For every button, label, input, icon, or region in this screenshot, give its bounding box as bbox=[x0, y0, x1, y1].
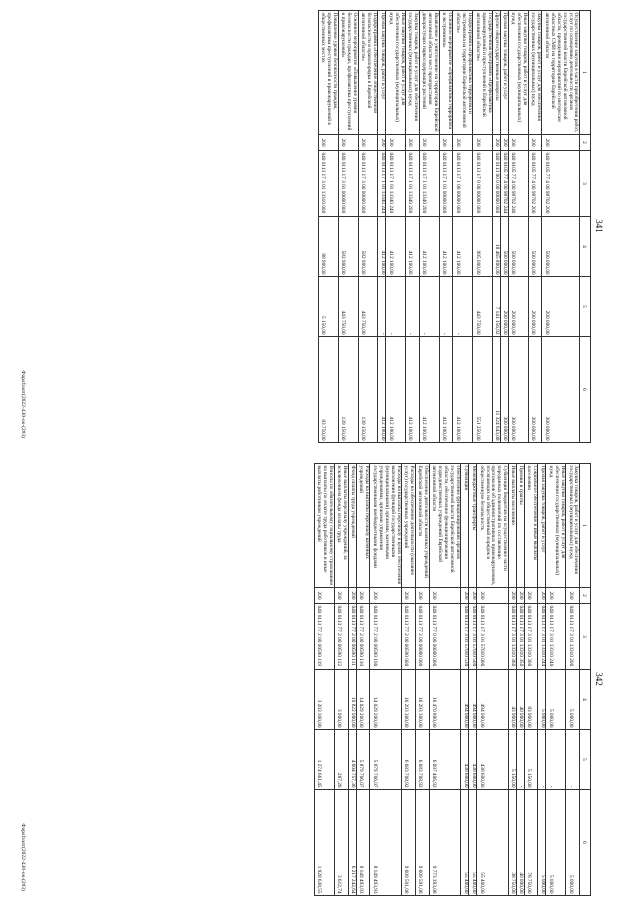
table-row bbox=[528, 11, 542, 443]
row-executed-cell: 5 879 706,07 bbox=[370, 730, 402, 790]
table-row bbox=[546, 464, 566, 896]
row-plan-cell: 14 029 200,00 bbox=[370, 670, 402, 730]
row-plan-cell: 3 203 300,00 bbox=[315, 670, 335, 730]
row-kbk-cell: 040 0113 17 3 00 00000 000 bbox=[358, 151, 378, 217]
table-row bbox=[356, 464, 370, 896]
row-executed-cell: 443 750,00 bbox=[358, 277, 378, 337]
row-executed-cell: - bbox=[386, 277, 406, 337]
row-remaining-cell: 412 100,00 bbox=[386, 337, 406, 443]
row-executed-cell: - bbox=[419, 277, 439, 337]
row-code-cell: 200 bbox=[386, 135, 406, 151]
row-kbk-cell: 040 0113 17 1 01 13340 240 bbox=[386, 151, 406, 217]
row-remaining-cell: 139 150,00 bbox=[338, 337, 358, 443]
row-kbk-cell: 040 0105 77 4 00 98702 240 bbox=[508, 151, 528, 217]
row-executed-cell: 6 697 406,92 bbox=[429, 730, 461, 790]
table-row bbox=[378, 11, 386, 443]
table-row bbox=[419, 11, 439, 443]
table-row bbox=[348, 464, 356, 896]
row-plan-cell: 43 900,00 bbox=[508, 670, 516, 730]
table-row bbox=[334, 464, 348, 896]
table-row bbox=[508, 464, 516, 896]
table-row bbox=[508, 11, 528, 443]
row-remaining-cell: 412 100,00 bbox=[439, 337, 453, 443]
col-header: 5 bbox=[580, 730, 591, 790]
row-kbk-cell: 040 0113 77 2 00 00590 111 bbox=[348, 604, 356, 670]
row-code-cell: 200 bbox=[439, 135, 453, 151]
row-executed-cell: 4 604 757,36 bbox=[348, 730, 356, 790]
row-code-cell: 200 bbox=[348, 588, 356, 604]
row-executed-cell: 5 150,00 bbox=[319, 277, 339, 337]
row-kbk-cell: 040 0113 17 3 01 13310 200 bbox=[566, 604, 580, 670]
table-row bbox=[493, 11, 501, 443]
row-plan-cell: 16 293 300,00 bbox=[402, 670, 416, 730]
row-executed-cell: 5 879 706,07 bbox=[356, 730, 370, 790]
row-remaining-cell: 6 217 242,64 bbox=[348, 790, 356, 896]
row-remaining-cell: 5 000,00 bbox=[566, 790, 580, 896]
row-kbk-cell: 040 0113 17 3 01 13310 350 bbox=[516, 604, 524, 670]
row-name-cell: Прочая закупка товаров, работ и услуг bbox=[538, 464, 546, 588]
footer-code: Фараfаэлт(2022-430-ок-(2#3) bbox=[20, 370, 26, 438]
row-name-cell: Прочая закупка товаров, работ и услуг bbox=[500, 11, 508, 135]
row-remaining-cell: 40 000,00 bbox=[516, 790, 524, 896]
row-kbk-cell: 040 0113 77 2 00 00590 119 bbox=[315, 604, 335, 670]
row-kbk-cell: 040 0113 17 1 01 13340 244 bbox=[378, 151, 386, 217]
table-row bbox=[415, 464, 429, 896]
col-header: 6 bbox=[580, 337, 591, 443]
row-kbk-cell: 040 0113 17 3 01 00000 000 bbox=[338, 151, 358, 217]
row-name-cell: Основное мероприятие «Профилактика терроризма и экстремизма» bbox=[439, 11, 453, 135]
row-plan-cell: 494 000,00 bbox=[469, 670, 477, 730]
row-executed-cell: - bbox=[516, 730, 524, 790]
row-remaining-cell: 9 609 591,08 bbox=[402, 790, 416, 896]
row-kbk-cell: 040 0113 17 3 01 13310 244 bbox=[538, 604, 546, 670]
row-code-cell: 200 bbox=[473, 135, 493, 151]
row-code-cell: 200 bbox=[538, 588, 546, 604]
row-remaining-cell: 38 750,00 bbox=[508, 790, 516, 896]
row-kbk-cell: 040 0105 77 4 00 98702 200 bbox=[542, 151, 580, 217]
table-row bbox=[469, 464, 477, 896]
row-plan-cell: 500 000,00 bbox=[528, 217, 542, 277]
table-row bbox=[524, 464, 538, 896]
table-row bbox=[538, 464, 546, 896]
row-executed-cell: - bbox=[453, 277, 473, 337]
table-row bbox=[402, 464, 416, 896]
row-kbk-cell: 040 0113 00 0 00 00000 000 bbox=[493, 151, 501, 217]
row-code-cell: 200 bbox=[500, 135, 508, 151]
row-kbk-cell: 040 0113 17 3 01 57010 530 bbox=[461, 604, 469, 670]
row-remaining-cell: 55 400,00 bbox=[461, 790, 469, 896]
row-plan-cell: 40 000,00 bbox=[516, 670, 524, 730]
row-remaining-cell: 8 149 493,93 bbox=[370, 790, 402, 896]
row-kbk-cell: 040 0105 77 4 00 98702 200 bbox=[528, 151, 542, 217]
row-code-cell: 200 bbox=[546, 588, 566, 604]
page-left bbox=[0, 0, 636, 452]
row-remaining-cell: 300 000,00 bbox=[528, 337, 542, 443]
row-kbk-cell: 040 0113 17 3 01 13310 360 bbox=[508, 604, 516, 670]
row-plan-cell: 494 000,00 bbox=[477, 670, 509, 730]
row-code-cell: 200 bbox=[508, 588, 516, 604]
row-executed-cell: 443 750,00 bbox=[338, 277, 358, 337]
row-plan-cell: 412 100,00 bbox=[439, 217, 453, 277]
row-name-cell: Социальное обеспечение и иные выплаты населению bbox=[524, 464, 538, 588]
row-code-cell: 200 bbox=[429, 588, 461, 604]
row-code-cell: 200 bbox=[334, 588, 348, 604]
row-plan-cell: 10 822 000,00 bbox=[348, 670, 356, 730]
row-executed-cell: 200 000,00 bbox=[528, 277, 542, 337]
row-remaining-cell: 9 609 591,08 bbox=[415, 790, 429, 896]
col-header: 6 bbox=[580, 790, 591, 896]
row-name-cell: Подпрограмма «Профилактика терроризма и экстремизма на территории Еврейской автономной области» bbox=[453, 11, 473, 135]
row-kbk-cell: 040 0113 77 2 00 00590 100 bbox=[370, 604, 402, 670]
row-executed-cell: - bbox=[538, 730, 546, 790]
row-name-cell: Другие общегосударственные вопросы bbox=[493, 11, 501, 135]
row-code-cell: 200 bbox=[542, 135, 580, 151]
row-code-cell: 200 bbox=[356, 588, 370, 604]
row-remaining-cell: 55 400,00 bbox=[469, 790, 477, 896]
row-remaining-cell: 5 000,00 bbox=[546, 790, 566, 896]
col-header: 4 bbox=[580, 217, 591, 277]
row-kbk-cell: 040 0113 77 2 00 00000 000 bbox=[415, 604, 429, 670]
table-row bbox=[358, 11, 378, 443]
row-executed-cell: - bbox=[566, 730, 580, 790]
row-code-cell: 200 bbox=[508, 135, 528, 151]
row-name-cell: Обеспечение функционирования органов государственной власти Еврейской автономной области, обеспечение функционирования подведомственных учреждений Еврейской автономной области bbox=[429, 464, 461, 588]
row-remaining-cell: 139 150,00 bbox=[358, 337, 378, 443]
row-code-cell: 200 bbox=[477, 588, 509, 604]
table-row bbox=[453, 11, 473, 443]
row-plan-cell: 18 465 800,00 bbox=[493, 217, 501, 277]
row-name-cell: Иные закупки товаров, работ и услуг для обеспечения государственных (муниципальных) нужд bbox=[546, 464, 566, 588]
row-code-cell: 200 bbox=[493, 135, 501, 151]
row-executed-cell: 438 600,00 bbox=[477, 730, 509, 790]
row-name-cell: Премии и гранты bbox=[516, 464, 524, 588]
row-name-cell: Иные закупки товаров, работ и услуг для обеспечения государственных (муниципальных) нужд bbox=[508, 11, 528, 135]
row-name-cell: Основное мероприятие «Повышение уровня безопасности граждан, профилактика преступлений и правонарушений» bbox=[338, 11, 358, 135]
row-name-cell: Взносы по обязательному социальному страхованию на выплаты по оплате труда работников и иные выплаты работникам учреждений bbox=[315, 464, 335, 588]
table-row bbox=[370, 464, 402, 896]
row-name-cell: Фонд оплаты труда учреждений bbox=[348, 464, 356, 588]
row-kbk-cell: 040 0105 77 4 00 98702 244 bbox=[500, 151, 508, 217]
row-plan-cell: 16 470 800,00 bbox=[429, 670, 461, 730]
row-plan-cell: 995 000,00 bbox=[473, 217, 493, 277]
header-row bbox=[580, 464, 591, 896]
row-code-cell: 200 bbox=[358, 135, 378, 151]
row-name-cell: Обеспечение деятельности казенных учреждений Еврейской автономной области bbox=[415, 464, 429, 588]
row-remaining-cell: 55 400,00 bbox=[477, 790, 509, 896]
table-row bbox=[315, 464, 335, 896]
row-remaining-cell: 9 773 393,08 bbox=[429, 790, 461, 896]
row-kbk-cell: 040 0113 17 3 01 57010 000 bbox=[477, 604, 509, 670]
row-code-cell: 200 bbox=[402, 588, 416, 604]
row-name-cell: Расходы на обеспечение деятельности (оказание услуг) государственных учреждений bbox=[402, 464, 416, 588]
row-remaining-cell: 8 149 493,93 bbox=[356, 790, 370, 896]
row-code-cell: 200 bbox=[319, 135, 339, 151]
table-row bbox=[566, 464, 580, 896]
row-executed-cell: - bbox=[378, 277, 386, 337]
row-plan-cell: 412 100,00 bbox=[386, 217, 406, 277]
table-row bbox=[429, 464, 461, 896]
row-code-cell: 200 bbox=[453, 135, 473, 151]
row-code-cell: 200 bbox=[415, 588, 429, 604]
table-row bbox=[473, 11, 493, 443]
row-kbk-cell: 040 0113 17 3 01 13310 000 bbox=[319, 151, 339, 217]
row-plan-cell: 14 029 200,00 bbox=[356, 670, 370, 730]
row-plan-cell: 412 100,00 bbox=[419, 217, 439, 277]
row-remaining-cell: 78 750,00 bbox=[524, 790, 538, 896]
row-name-cell: Государственная программа «Профилактика правонарушений и преступлений в Еврейской автономной области» bbox=[473, 11, 493, 135]
table-row bbox=[338, 11, 358, 443]
budget-table bbox=[314, 463, 591, 896]
row-code-cell: 200 bbox=[524, 588, 538, 604]
row-name-cell: Расходы на выплаты персоналу в целях обеспечения выполнения функций государственными (муниципальными) органами, казенными учреждениями, органами управления государственными внебюджетными фондами bbox=[370, 464, 402, 588]
col-header: 1 bbox=[580, 11, 591, 135]
row-code-cell: 200 bbox=[566, 588, 580, 604]
row-remaining-cell: 11 324 643,08 bbox=[493, 337, 501, 443]
col-header: 2 bbox=[580, 135, 591, 151]
row-remaining-cell: 412 100,00 bbox=[378, 337, 386, 443]
row-code-cell: 200 bbox=[461, 588, 469, 604]
row-plan-cell: 412 100,00 bbox=[378, 217, 386, 277]
row-remaining-cell: 83 750,00 bbox=[319, 337, 339, 443]
row-plan-cell: 5 000,00 bbox=[546, 670, 566, 730]
row-executed-cell: 200 000,00 bbox=[508, 277, 528, 337]
page-number: 342 bbox=[594, 672, 604, 686]
row-name-cell: Осуществление закупок в части приобретения работ, услуг по освещению деятельности органов государственной власти Еврейской автономной области, проведения мероприятий по интересам областных СМИ на территории Еврейской автономной области bbox=[542, 11, 580, 135]
row-remaining-cell: 300 000,00 bbox=[500, 337, 508, 443]
row-executed-cell: - bbox=[439, 277, 453, 337]
row-remaining-cell: 551 250,00 bbox=[473, 337, 493, 443]
row-executed-cell: 5 150,00 bbox=[508, 730, 516, 790]
table-row bbox=[500, 11, 508, 443]
col-header: 2 bbox=[580, 588, 591, 604]
row-kbk-cell: 040 0113 17 1 01 13340 200 bbox=[419, 151, 439, 217]
col-header: 3 bbox=[580, 604, 591, 670]
row-name-cell: Подпрограмма «Обеспечение общественной безопасности и правопорядка в Еврейской автономной области» bbox=[358, 11, 378, 135]
row-name-cell: Закупка товаров, работ и услуг для обеспечения государственных (муниципальных) нужд bbox=[406, 11, 420, 135]
row-plan-cell: 500 000,00 bbox=[508, 217, 528, 277]
row-name-cell: Субвенции бюджетам на осуществление части переданных полномочий по составлению протоколов об административных правонарушениях, посягающих на общественный порядок и общественную безопасность bbox=[478, 465, 509, 586]
row-plan-cell: 83 900,00 bbox=[524, 670, 538, 730]
col-header: 4 bbox=[580, 670, 591, 730]
row-plan-cell: 412 100,00 bbox=[406, 217, 420, 277]
row-code-cell: 200 bbox=[516, 588, 524, 604]
row-kbk-cell: 040 0113 17 1 01 00000 000 bbox=[439, 151, 453, 217]
row-executed-cell: 200 000,00 bbox=[500, 277, 508, 337]
col-header: 3 bbox=[580, 151, 591, 217]
header-row bbox=[580, 11, 591, 443]
row-code-cell: 200 bbox=[338, 135, 358, 151]
row-kbk-cell: 040 0113 17 0 00 00000 000 bbox=[473, 151, 493, 217]
row-kbk-cell: 040 0113 17 1 01 13340 200 bbox=[406, 151, 420, 217]
row-remaining-cell: 5 000,00 bbox=[538, 790, 546, 896]
table-row bbox=[516, 464, 524, 896]
row-name-cell: Иные выплаты населению bbox=[508, 464, 516, 588]
row-remaining-cell: 1 928 638,55 bbox=[315, 790, 335, 896]
row-remaining-cell: 300 000,00 bbox=[542, 337, 580, 443]
row-executed-cell: 200 000,00 bbox=[542, 277, 580, 337]
row-plan-cell: 16 293 300,00 bbox=[415, 670, 429, 730]
row-kbk-cell: 040 0113 77 2 00 00590 000 bbox=[402, 604, 416, 670]
row-executed-cell: 438 600,00 bbox=[461, 730, 469, 790]
row-name-cell: Иные выплаты персоналу учреждений, за исключением фонда оплаты труда bbox=[334, 464, 348, 588]
row-executed-cell: - bbox=[546, 730, 566, 790]
row-code-cell: 200 bbox=[315, 588, 335, 604]
page-number: 341 bbox=[594, 219, 604, 233]
row-executed-cell: 443 750,00 bbox=[473, 277, 493, 337]
table-row bbox=[461, 464, 469, 896]
row-code-cell: 200 bbox=[469, 588, 477, 604]
row-code-cell: 200 bbox=[528, 135, 542, 151]
row-plan-cell: 88 900,00 bbox=[319, 217, 339, 277]
row-name-cell: Иные закупки товаров, работ и услуг для обеспечения государственных (муниципальных) нужд bbox=[386, 11, 406, 135]
row-executed-cell: 7 141 156,92 bbox=[493, 277, 501, 337]
row-plan-cell: 500 000,00 bbox=[542, 217, 580, 277]
budget-table bbox=[318, 10, 591, 443]
row-plan-cell: 5 000,00 bbox=[566, 670, 580, 730]
row-code-cell: 200 bbox=[419, 135, 439, 151]
table-row bbox=[319, 11, 339, 443]
row-plan-cell: 412 100,00 bbox=[453, 217, 473, 277]
row-executed-cell: 6 683 708,92 bbox=[415, 730, 429, 790]
row-plan-cell: 3 900,00 bbox=[334, 670, 348, 730]
row-executed-cell: 438 600,00 bbox=[469, 730, 477, 790]
row-executed-cell: 287,26 bbox=[334, 730, 348, 790]
row-kbk-cell: 040 0113 17 3 01 13310 240 bbox=[546, 604, 566, 670]
row-code-cell: 200 bbox=[378, 135, 386, 151]
row-name-cell: Закупка товаров, работ и услуг для обеспечения государственных (муниципальных) нужд bbox=[528, 11, 542, 135]
row-name-cell: Расходы на выплаты персоналу казенных учреждений bbox=[356, 464, 370, 588]
row-kbk-cell: 040 0113 77 2 00 00590 110 bbox=[356, 604, 370, 670]
footer-code: Фараfаэлт(2022-430-ок-(2#3) bbox=[20, 823, 26, 891]
row-remaining-cell: 412 100,00 bbox=[419, 337, 439, 443]
row-code-cell: 200 bbox=[370, 588, 402, 604]
row-kbk-cell: 040 0113 17 1 00 00000 000 bbox=[453, 151, 473, 217]
row-name-cell: Выявление и уничтожение на территории Еврейской автономной области мест произрастания дикорастущих наркосодержащих растений bbox=[419, 11, 439, 135]
row-remaining-cell: 412 100,00 bbox=[453, 337, 473, 443]
row-remaining-cell: 3 612,74 bbox=[334, 790, 348, 896]
table-row bbox=[439, 11, 453, 443]
table-row bbox=[386, 11, 406, 443]
col-header: 5 bbox=[580, 277, 591, 337]
col-header: 1 bbox=[580, 464, 591, 588]
row-plan-cell: 582 900,00 bbox=[338, 217, 358, 277]
row-executed-cell: 6 683 708,92 bbox=[402, 730, 416, 790]
row-name-cell: Субвенции bbox=[461, 464, 469, 588]
table-row bbox=[542, 11, 580, 443]
row-plan-cell: 582 900,00 bbox=[358, 217, 378, 277]
row-plan-cell: 494 000,00 bbox=[461, 670, 469, 730]
row-name-cell: Повышение уровня безопасности граждан, профилактика преступлений и правонарушений в общественных местах bbox=[319, 11, 339, 135]
row-kbk-cell: 040 0113 17 3 01 13310 300 bbox=[524, 604, 538, 670]
row-kbk-cell: 040 0113 17 3 01 57010 500 bbox=[469, 604, 477, 670]
row-remaining-cell: 412 100,00 bbox=[406, 337, 420, 443]
row-kbk-cell: 040 0113 77 2 00 00590 112 bbox=[334, 604, 348, 670]
row-remaining-cell: 300 000,00 bbox=[508, 337, 528, 443]
row-executed-cell: 1 274 661,45 bbox=[315, 730, 335, 790]
row-plan-cell: 5 000,00 bbox=[538, 670, 546, 730]
row-executed-cell: - bbox=[406, 277, 420, 337]
row-name-cell: Межбюджетные трансферты bbox=[469, 464, 477, 588]
row-executed-cell: 5 150,00 bbox=[524, 730, 538, 790]
row-plan-cell: 500 000,00 bbox=[500, 217, 508, 277]
row-code-cell: 200 bbox=[406, 135, 420, 151]
row-name-cell: Закупка товаров, работ и услуг для обеспечения государственных (муниципальных) нужд bbox=[566, 464, 580, 588]
table-row bbox=[477, 464, 509, 896]
page-right bbox=[0, 453, 636, 905]
table-row bbox=[406, 11, 420, 443]
row-kbk-cell: 040 0113 77 0 00 00000 000 bbox=[429, 604, 461, 670]
row-name-cell: Прочая закупка товаров, работ и услуг bbox=[378, 11, 386, 135]
